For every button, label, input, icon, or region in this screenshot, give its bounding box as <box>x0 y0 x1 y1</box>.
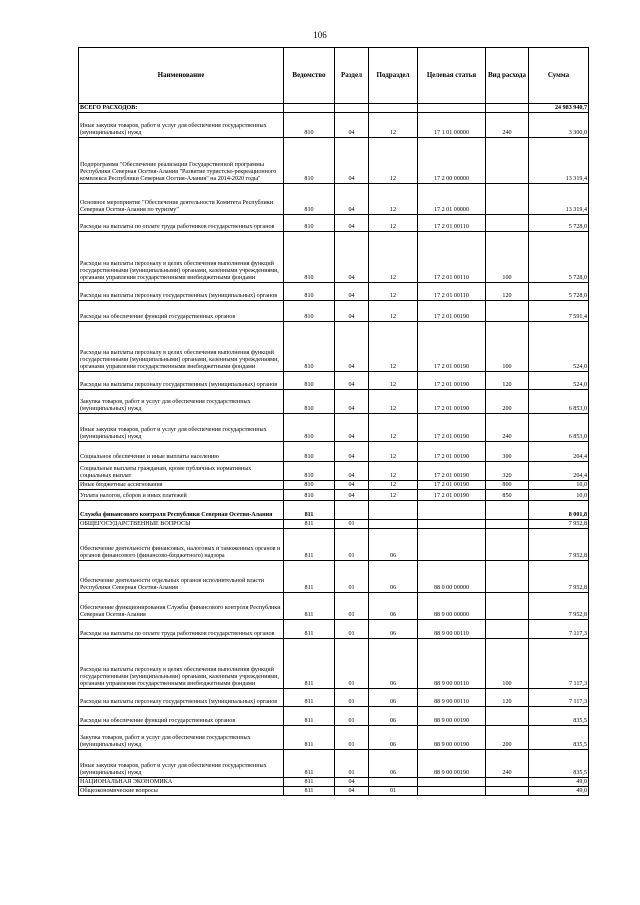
cell-name: Расходы на выплаты персоналу государственных (муниципальных) органов <box>79 689 284 707</box>
cell-expense-type <box>486 778 529 787</box>
cell-name: Уплата налогов, сборов и иных платежей <box>79 490 284 501</box>
cell-subsection: 12 <box>369 138 418 184</box>
table-row <box>79 750 589 778</box>
cell-department: 810 <box>284 462 335 481</box>
cell-department: 810 <box>284 184 335 215</box>
cell-section: 01 <box>335 529 369 561</box>
cell-department: 810 <box>284 301 335 322</box>
cell-expense-type: 800 <box>486 481 529 490</box>
cell-section: 04 <box>335 778 369 787</box>
table-row <box>79 620 589 639</box>
cell-subsection: 12 <box>369 283 418 301</box>
cell-name: Обеспечение деятельности финансовых, налоговых и таможенных органов и органов финансового (финансово-бюджетного) надзора <box>79 529 284 561</box>
cell-target: 17 1 01 00000 <box>418 113 486 138</box>
cell-amount: 7 952,8 <box>529 529 589 561</box>
cell-department: 810 <box>284 232 335 283</box>
cell-name: Закупка товаров, работ и услуг для обеспечения государственных (муниципальных) нужд <box>79 726 284 750</box>
cell-expense-type: 240 <box>486 113 529 138</box>
cell-expense-type <box>486 561 529 593</box>
cell-target: 17 2 01 00190 <box>418 301 486 322</box>
table-row <box>79 520 589 529</box>
cell-expense-type <box>486 520 529 529</box>
cell-expense-type <box>486 787 529 796</box>
cell-department: 811 <box>284 620 335 639</box>
cell-target: 88 0 00 00000 <box>418 561 486 593</box>
cell-section: 04 <box>335 372 369 390</box>
table-row <box>79 462 589 481</box>
cell-section: 04 <box>335 414 369 442</box>
cell-target: 17 2 01 00190 <box>418 390 486 414</box>
cell-subsection: 06 <box>369 750 418 778</box>
cell-amount: 6 853,0 <box>529 414 589 442</box>
table-row <box>79 104 589 113</box>
cell-subsection <box>369 104 418 113</box>
table-row <box>79 414 589 442</box>
cell-amount: 49,0 <box>529 778 589 787</box>
cell-section: 01 <box>335 750 369 778</box>
table-row <box>79 322 589 372</box>
cell-expense-type: 100 <box>486 322 529 372</box>
header-target: Целевая статья <box>418 48 486 104</box>
cell-amount: 10,0 <box>529 490 589 501</box>
cell-expense-type: 240 <box>486 414 529 442</box>
table-row <box>79 529 589 561</box>
cell-name: Иные закупки товаров, работ и услуг для обеспечения государственных (муниципальных) нужд <box>79 113 284 138</box>
cell-target: 17 2 01 00110 <box>418 232 486 283</box>
cell-name: ОБЩЕГОСУДАРСТВЕННЫЕ ВОПРОСЫ <box>79 520 284 529</box>
table-row <box>79 561 589 593</box>
cell-expense-type: 120 <box>486 283 529 301</box>
cell-department: 810 <box>284 215 335 232</box>
cell-expense-type <box>486 184 529 215</box>
cell-expense-type <box>486 620 529 639</box>
cell-amount: 524,0 <box>529 372 589 390</box>
cell-amount: 7 952,8 <box>529 520 589 529</box>
table-row <box>79 481 589 490</box>
cell-subsection: 12 <box>369 322 418 372</box>
cell-department: 811 <box>284 707 335 726</box>
cell-department: 811 <box>284 778 335 787</box>
cell-subsection: 06 <box>369 726 418 750</box>
cell-subsection: 12 <box>369 215 418 232</box>
cell-amount: 204,4 <box>529 462 589 481</box>
cell-section: 04 <box>335 787 369 796</box>
cell-subsection <box>369 778 418 787</box>
cell-amount: 835,5 <box>529 707 589 726</box>
cell-department: 811 <box>284 639 335 689</box>
cell-section <box>335 104 369 113</box>
cell-target <box>418 529 486 561</box>
cell-amount: 835,5 <box>529 750 589 778</box>
cell-name: Расходы на выплаты персоналу государственных (муниципальных) органов <box>79 372 284 390</box>
cell-name: НАЦИОНАЛЬНАЯ ЭКОНОМИКА <box>79 778 284 787</box>
cell-department: 810 <box>284 138 335 184</box>
cell-amount: 3 300,0 <box>529 113 589 138</box>
cell-name: Подпрограмма "Обеспечение реализации Государственной программы Республики Северная Осетия-Алания "Развитие туристско-рекреационного комплекса Республики Северная Осетия-Алания" на 2014-2020 годы" <box>79 138 284 184</box>
cell-name: Основное мероприятие "Обеспечение деятельности Комитета Республики Северная Осетия-Алания по туризму" <box>79 184 284 215</box>
header-expense-type: Вид расхода <box>486 48 529 104</box>
table-row <box>79 501 589 520</box>
cell-section: 04 <box>335 215 369 232</box>
cell-subsection: 12 <box>369 301 418 322</box>
cell-section: 01 <box>335 689 369 707</box>
cell-target <box>418 787 486 796</box>
cell-name: ВСЕГО РАСХОДОВ: <box>79 104 284 113</box>
cell-section: 01 <box>335 520 369 529</box>
cell-expense-type: 100 <box>486 639 529 689</box>
cell-expense-type <box>486 215 529 232</box>
table-row <box>79 639 589 689</box>
cell-subsection: 12 <box>369 113 418 138</box>
cell-department: 810 <box>284 390 335 414</box>
cell-target <box>418 501 486 520</box>
cell-department: 810 <box>284 442 335 462</box>
cell-name: Иные бюджетные ассигнования <box>79 481 284 490</box>
cell-amount: 835,5 <box>529 726 589 750</box>
table-row <box>79 593 589 620</box>
table-row <box>79 390 589 414</box>
cell-department: 810 <box>284 490 335 501</box>
cell-section: 01 <box>335 620 369 639</box>
cell-subsection <box>369 520 418 529</box>
header-department: Ведомство <box>284 48 335 104</box>
cell-section: 04 <box>335 301 369 322</box>
cell-target: 17 2 01 00190 <box>418 442 486 462</box>
cell-target <box>418 778 486 787</box>
cell-section: 01 <box>335 707 369 726</box>
cell-target: 17 2 01 00190 <box>418 481 486 490</box>
cell-section: 04 <box>335 322 369 372</box>
cell-target: 88 9 00 00190 <box>418 726 486 750</box>
table-row <box>79 215 589 232</box>
cell-name: Закупка товаров, работ и услуг для обеспечения государственных (муниципальных) нужд <box>79 390 284 414</box>
cell-expense-type <box>486 593 529 620</box>
cell-amount: 8 001,8 <box>529 501 589 520</box>
cell-amount: 7 952,8 <box>529 593 589 620</box>
cell-amount: 5 728,0 <box>529 215 589 232</box>
cell-target: 88 9 00 00190 <box>418 707 486 726</box>
table-row <box>79 787 589 796</box>
cell-name: Расходы на выплаты персоналу в целях обеспечения выполнения функций государственными (муниципальными) органами, казенными учреждениями, органами управления государственными внебюджетными фондами <box>79 322 284 372</box>
cell-expense-type: 120 <box>486 689 529 707</box>
cell-amount: 7 952,8 <box>529 561 589 593</box>
cell-name: Расходы на выплаты персоналу в целях обеспечения выполнения функций государственными (муниципальными) органами, казенными учреждениями, органами управления государственными внебюджетными фондами <box>79 232 284 283</box>
cell-subsection: 12 <box>369 442 418 462</box>
cell-section: 04 <box>335 390 369 414</box>
cell-expense-type <box>486 301 529 322</box>
cell-expense-type: 100 <box>486 232 529 283</box>
cell-section: 04 <box>335 283 369 301</box>
cell-section <box>335 501 369 520</box>
cell-subsection: 12 <box>369 462 418 481</box>
cell-department: 811 <box>284 726 335 750</box>
cell-subsection: 12 <box>369 481 418 490</box>
cell-section: 04 <box>335 138 369 184</box>
cell-section: 04 <box>335 232 369 283</box>
cell-department: 811 <box>284 529 335 561</box>
cell-section: 04 <box>335 184 369 215</box>
cell-target: 17 2 01 00000 <box>418 184 486 215</box>
cell-department: 810 <box>284 322 335 372</box>
cell-department: 810 <box>284 414 335 442</box>
table-header-row <box>79 48 589 104</box>
table-row <box>79 707 589 726</box>
cell-target: 17 2 01 00190 <box>418 322 486 372</box>
cell-subsection: 06 <box>369 593 418 620</box>
cell-subsection: 06 <box>369 529 418 561</box>
cell-subsection: 06 <box>369 639 418 689</box>
cell-expense-type <box>486 138 529 184</box>
cell-expense-type: 240 <box>486 750 529 778</box>
cell-subsection: 01 <box>369 787 418 796</box>
cell-amount: 13 319,4 <box>529 184 589 215</box>
cell-section: 04 <box>335 113 369 138</box>
cell-amount: 5 728,0 <box>529 232 589 283</box>
cell-amount: 5 728,0 <box>529 283 589 301</box>
cell-target: 17 2 01 00110 <box>418 215 486 232</box>
cell-target: 17 2 01 00190 <box>418 490 486 501</box>
header-subsection: Подраздел <box>369 48 418 104</box>
cell-target: 88 9 00 00110 <box>418 689 486 707</box>
cell-subsection: 06 <box>369 689 418 707</box>
cell-department: 811 <box>284 750 335 778</box>
cell-amount: 10,0 <box>529 481 589 490</box>
table-row <box>79 184 589 215</box>
cell-department: 811 <box>284 520 335 529</box>
cell-target: 17 2 00 00000 <box>418 138 486 184</box>
cell-subsection: 12 <box>369 390 418 414</box>
header-section: Раздел <box>335 48 369 104</box>
page-number: 106 <box>313 30 327 40</box>
cell-department: 810 <box>284 283 335 301</box>
cell-subsection <box>369 501 418 520</box>
cell-name: Расходы на выплаты по оплате труда работников государственных органов <box>79 620 284 639</box>
cell-subsection: 12 <box>369 232 418 283</box>
table-row <box>79 283 589 301</box>
header-amount: Сумма <box>529 48 589 104</box>
cell-department: 811 <box>284 689 335 707</box>
cell-target <box>418 104 486 113</box>
table-row <box>79 490 589 501</box>
cell-amount: 7 591,4 <box>529 301 589 322</box>
cell-expense-type <box>486 529 529 561</box>
cell-expense-type <box>486 707 529 726</box>
cell-department: 810 <box>284 113 335 138</box>
cell-name: Расходы на обеспечение функций государственных органов <box>79 301 284 322</box>
cell-department: 811 <box>284 561 335 593</box>
cell-department: 810 <box>284 481 335 490</box>
table-row <box>79 232 589 283</box>
cell-amount: 7 117,3 <box>529 639 589 689</box>
cell-department: 811 <box>284 787 335 796</box>
cell-target: 88 9 00 00190 <box>418 750 486 778</box>
cell-subsection: 06 <box>369 707 418 726</box>
cell-subsection: 06 <box>369 620 418 639</box>
cell-expense-type: 300 <box>486 442 529 462</box>
table-row <box>79 138 589 184</box>
cell-subsection: 12 <box>369 490 418 501</box>
cell-target: 17 2 01 00190 <box>418 462 486 481</box>
cell-section: 01 <box>335 726 369 750</box>
table-row <box>79 113 589 138</box>
cell-name: Расходы на выплаты персоналу государственных (муниципальных) органов <box>79 283 284 301</box>
cell-amount: 7 117,3 <box>529 620 589 639</box>
cell-amount: 524,0 <box>529 322 589 372</box>
cell-name: Обеспечение функционирования Службы финансового контроля Республики Северная Осетия-Алания <box>79 593 284 620</box>
cell-target: 88 9 00 00110 <box>418 620 486 639</box>
cell-subsection: 12 <box>369 414 418 442</box>
table-row <box>79 301 589 322</box>
table-row <box>79 726 589 750</box>
cell-target: 88 9 00 00000 <box>418 593 486 620</box>
cell-department: 810 <box>284 372 335 390</box>
cell-target: 17 2 01 00190 <box>418 372 486 390</box>
cell-name: Служба финансового контроля Республики Северная Осетия-Алания <box>79 501 284 520</box>
cell-name: Расходы на выплаты по оплате труда работников государственных органов <box>79 215 284 232</box>
cell-subsection: 06 <box>369 561 418 593</box>
cell-target <box>418 520 486 529</box>
cell-expense-type: 200 <box>486 390 529 414</box>
cell-department: 811 <box>284 501 335 520</box>
cell-target: 17 2 01 00110 <box>418 283 486 301</box>
table-row <box>79 689 589 707</box>
cell-subsection: 12 <box>369 372 418 390</box>
cell-section: 04 <box>335 462 369 481</box>
cell-department <box>284 104 335 113</box>
header-name: Наименование <box>79 48 284 104</box>
cell-name: Общеэкономические вопросы <box>79 787 284 796</box>
cell-amount: 24 983 940,7 <box>529 104 589 113</box>
cell-subsection: 12 <box>369 184 418 215</box>
table-body <box>79 104 589 796</box>
cell-target: 88 9 00 00110 <box>418 639 486 689</box>
cell-section: 01 <box>335 561 369 593</box>
cell-section: 04 <box>335 490 369 501</box>
table-row <box>79 778 589 787</box>
cell-amount: 204,4 <box>529 442 589 462</box>
cell-expense-type: 200 <box>486 726 529 750</box>
cell-amount: 7 117,3 <box>529 689 589 707</box>
cell-expense-type: 850 <box>486 490 529 501</box>
cell-section: 01 <box>335 639 369 689</box>
cell-expense-type <box>486 501 529 520</box>
table-row <box>79 372 589 390</box>
cell-section: 01 <box>335 593 369 620</box>
cell-name: Обеспечение деятельности отдельных органов исполнительной власти Республики Северная Осетия-Алания <box>79 561 284 593</box>
cell-name: Иные закупки товаров, работ и услуг для обеспечения государственных (муниципальных) нужд <box>79 750 284 778</box>
cell-section: 04 <box>335 481 369 490</box>
cell-amount: 13 319,4 <box>529 138 589 184</box>
cell-expense-type: 320 <box>486 462 529 481</box>
cell-department: 811 <box>284 593 335 620</box>
cell-name: Иные закупки товаров, работ и услуг для обеспечения государственных (муниципальных) нужд <box>79 414 284 442</box>
cell-target: 17 2 01 00190 <box>418 414 486 442</box>
budget-table <box>78 47 589 796</box>
cell-expense-type <box>486 104 529 113</box>
cell-name: Социальное обеспечение и иные выплаты населению <box>79 442 284 462</box>
cell-expense-type: 120 <box>486 372 529 390</box>
cell-amount: 49,0 <box>529 787 589 796</box>
cell-name: Расходы на выплаты персоналу в целях обеспечения выполнения функций государственными (муниципальными) органами, казенными учреждениями, органами управления государственными внебюджетными фондами <box>79 639 284 689</box>
cell-amount: 6 853,0 <box>529 390 589 414</box>
cell-name: Расходы на обеспечение функций государственных органов <box>79 707 284 726</box>
cell-section: 04 <box>335 442 369 462</box>
table-row <box>79 442 589 462</box>
cell-name: Социальные выплаты гражданам, кроме публичных нормативных социальных выплат <box>79 462 284 481</box>
